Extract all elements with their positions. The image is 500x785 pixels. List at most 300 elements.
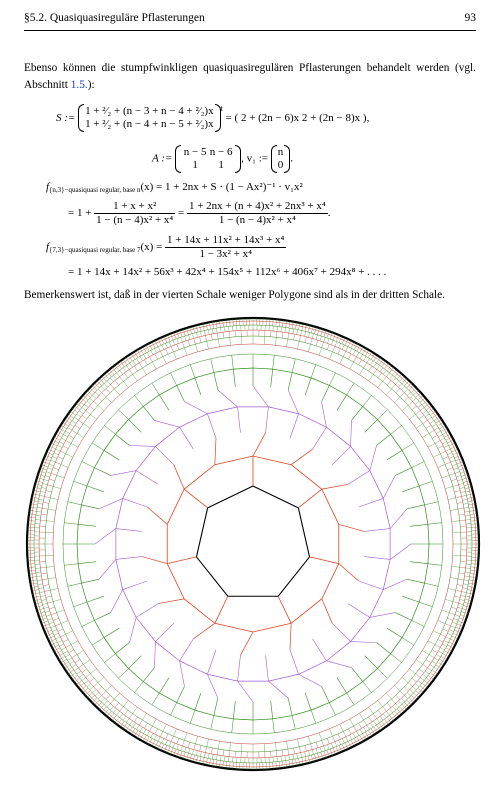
- outer-shell-spoke: [165, 339, 167, 343]
- outer-shell-spoke: [130, 363, 133, 367]
- outer-shell-spoke: [379, 723, 381, 726]
- outer-shell-spoke: [83, 424, 90, 429]
- outer-shell-spoke: [277, 757, 278, 762]
- outer-shell-spoke: [281, 327, 282, 332]
- outer-shell-spoke: [392, 713, 395, 716]
- shell3-outer-spoke: [232, 719, 234, 733]
- outer-shell-spoke: [98, 405, 104, 410]
- outer-shell-spoke: [40, 609, 44, 610]
- outer-shell-spoke: [171, 736, 173, 742]
- outer-shell-spoke: [194, 329, 195, 333]
- eq5-pre: (x) =: [140, 241, 163, 254]
- shell2-outer-spoke: [111, 471, 137, 476]
- outer-shell-spoke: [445, 486, 453, 488]
- shell3-outer-spoke: [391, 654, 402, 663]
- outer-shell-spoke: [190, 330, 191, 334]
- shell2-outer-spoke: [383, 475, 395, 498]
- outer-shell-spoke: [63, 639, 68, 642]
- outer-shell-spoke: [435, 645, 440, 648]
- intro-after: ):: [87, 79, 95, 91]
- shell3-spoke: [177, 385, 185, 401]
- outer-shell-spoke: [140, 356, 143, 360]
- shell3-outer-spoke: [363, 395, 372, 406]
- outer-shell-spoke: [299, 758, 300, 762]
- outer-shell-spoke: [465, 572, 470, 573]
- outer-shell-spoke: [59, 442, 63, 444]
- outer-shell-spoke: [345, 743, 347, 747]
- outer-shell-spoke: [411, 390, 414, 393]
- outer-shell-spoke: [34, 586, 38, 587]
- outer-shell-spoke: [359, 723, 362, 728]
- outer-shell-spoke: [392, 699, 396, 703]
- outer-shell-spoke: [187, 753, 188, 757]
- outer-shell-spoke: [378, 381, 383, 387]
- outer-shell-spoke: [469, 507, 473, 508]
- outer-shell-spoke: [130, 358, 132, 361]
- outer-shell-spoke: [117, 717, 119, 720]
- outer-shell-spoke: [382, 364, 384, 367]
- outer-shell-spoke: [101, 381, 104, 384]
- shell3-outer-spoke: [419, 481, 432, 486]
- outer-shell-spoke: [305, 331, 306, 336]
- shell1-spoke: [278, 596, 291, 623]
- shell3-outer-spoke: [82, 620, 95, 626]
- shell1-outer-spoke: [147, 507, 167, 524]
- outer-shell-spoke: [331, 340, 333, 345]
- outer-shell-spoke: [196, 332, 197, 337]
- outer-shell-spoke: [110, 378, 113, 382]
- outer-shell-spoke: [308, 328, 309, 332]
- outer-shell-spoke: [383, 377, 387, 382]
- outer-shell-spoke: [181, 337, 183, 342]
- outer-shell-spoke: [63, 427, 66, 429]
- outer-shell-spoke: [142, 351, 144, 354]
- outer-shell-spoke: [47, 459, 51, 461]
- outer-shell-spoke: [142, 368, 146, 375]
- outer-shell-spoke: [301, 753, 302, 758]
- shell2-spoke: [266, 655, 269, 681]
- shell3-spoke: [78, 524, 96, 526]
- outer-shell-spoke: [357, 731, 359, 735]
- outer-shell-spoke: [446, 449, 451, 451]
- outer-shell-spoke: [302, 327, 303, 331]
- outer-shell-spoke: [32, 514, 36, 515]
- outer-shell-spoke: [36, 494, 40, 495]
- shell3-outer-spoke: [190, 365, 195, 378]
- outer-shell-spoke: [149, 726, 152, 731]
- shell2-spoke: [313, 427, 327, 449]
- outer-shell-spoke: [144, 360, 147, 365]
- outer-shell-spoke: [419, 415, 424, 419]
- outer-shell-spoke: [188, 748, 189, 753]
- outer-shell-spoke: [438, 621, 445, 624]
- shell2-spoke: [136, 471, 158, 485]
- outer-shell-spoke: [378, 710, 382, 715]
- outer-shell-spoke: [452, 450, 456, 452]
- outer-shell-spoke: [468, 501, 472, 502]
- outer-shell-spoke: [166, 734, 168, 739]
- outer-shell-spoke: [50, 589, 58, 591]
- outer-shell-spoke: [308, 332, 309, 337]
- outer-shell-spoke: [342, 739, 344, 744]
- shell3-outer-spoke: [419, 602, 432, 607]
- outer-shell-spoke: [339, 740, 341, 745]
- outer-shell-spoke: [92, 690, 96, 693]
- outer-shell-spoke: [116, 711, 119, 715]
- shell3-spoke: [214, 372, 218, 390]
- outer-shell-spoke: [216, 755, 217, 760]
- outer-shell-spoke: [457, 624, 461, 625]
- outer-shell-spoke: [125, 723, 127, 726]
- outer-shell-spoke: [369, 717, 372, 722]
- outer-shell-spoke: [82, 407, 86, 410]
- outer-shell-spoke: [322, 740, 324, 746]
- shell3-outer-spoke: [425, 583, 439, 586]
- outer-shell-ring: [53, 344, 453, 744]
- outer-shell-spoke: [156, 741, 158, 745]
- shell2-outer-spoke: [351, 420, 352, 446]
- outer-shell-spoke: [449, 456, 454, 458]
- outer-shell-spoke: [357, 352, 359, 356]
- eq2-v2: 0: [277, 159, 284, 171]
- shell3-outer-spoke: [292, 359, 295, 373]
- outer-shell-spoke: [36, 511, 41, 512]
- outer-shell-spoke: [204, 753, 205, 758]
- outer-shell-spoke: [150, 346, 152, 350]
- outer-shell-spoke: [462, 495, 467, 496]
- outer-shell-spoke: [294, 748, 295, 754]
- outer-shell-spoke: [295, 325, 296, 329]
- outer-shell-spoke: [359, 713, 363, 720]
- outer-shell-spoke: [40, 561, 46, 562]
- eq5-f: f: [46, 241, 50, 254]
- outer-shell-spoke: [49, 479, 55, 481]
- outer-shell-spoke: [448, 453, 453, 455]
- outer-shell-spoke: [338, 734, 340, 739]
- shell3-spoke: [159, 678, 169, 693]
- shell3-outer-spoke: [135, 682, 144, 693]
- outer-shell-spoke: [38, 485, 42, 486]
- outer-shell-spoke: [448, 589, 456, 591]
- outer-shell-spoke: [414, 392, 417, 395]
- eq2-v1: n: [277, 146, 284, 158]
- outer-shell-spoke: [36, 515, 41, 516]
- outer-shell-spoke: [153, 345, 155, 349]
- outer-shell-spoke: [314, 330, 315, 334]
- outer-shell-spoke: [443, 433, 446, 435]
- outer-shell-spoke: [429, 655, 434, 658]
- outer-shell-spoke: [49, 633, 53, 635]
- outer-shell-spoke: [400, 378, 403, 381]
- outer-shell-spoke: [393, 378, 396, 382]
- outer-shell-spoke: [220, 756, 221, 761]
- shell2-spoke: [155, 623, 173, 641]
- shell1-spoke: [215, 596, 228, 623]
- outer-shell-spoke: [92, 390, 95, 393]
- outer-shell-spoke: [293, 329, 294, 334]
- outer-shell-spoke: [382, 721, 384, 724]
- outer-shell-spoke: [396, 695, 400, 699]
- shell2-outer-spoke: [111, 590, 123, 613]
- outer-shell-spoke: [401, 698, 404, 702]
- outer-shell-spoke: [58, 651, 61, 653]
- outer-shell-spoke: [455, 472, 460, 474]
- shell3-spoke: [81, 579, 99, 583]
- eq5-subscript: {7,3}−quasiquasi regular, base 7: [49, 246, 141, 255]
- outer-shell-spoke: [42, 508, 48, 509]
- outer-shell-spoke: [450, 447, 454, 449]
- outer-shell-spoke: [169, 742, 171, 747]
- outer-shell-spoke: [182, 740, 184, 746]
- outer-shell-spoke: [40, 491, 45, 492]
- outer-shell-spoke: [276, 331, 277, 337]
- outer-shell-spoke: [454, 618, 459, 620]
- outer-shell-spoke: [216, 760, 217, 764]
- outer-shell-spoke: [69, 435, 74, 438]
- outer-shell-spoke: [311, 755, 312, 759]
- outer-shell-spoke: [184, 752, 185, 756]
- shell1-outer-spoke: [322, 599, 332, 623]
- outer-shell-spoke: [41, 487, 46, 488]
- outer-shell-spoke: [46, 491, 52, 492]
- outer-shell-spoke: [42, 472, 46, 473]
- outer-shell-spoke: [162, 744, 164, 748]
- outer-shell-spoke: [178, 334, 179, 338]
- outer-shell-spoke: [294, 334, 295, 340]
- outer-shell-spoke: [339, 339, 341, 343]
- outer-shell-spoke: [77, 414, 81, 417]
- outer-shell-spoke: [114, 389, 119, 395]
- outer-shell-spoke: [387, 703, 391, 708]
- outer-shell-spoke: [73, 413, 76, 415]
- outer-shell-spoke: [47, 485, 53, 487]
- outer-shell-spoke: [87, 395, 90, 398]
- outer-shell-spoke: [39, 499, 44, 500]
- outer-shell-spoke: [54, 642, 58, 644]
- shell3-outer-spoke: [119, 668, 129, 678]
- outer-shell-spoke: [208, 330, 209, 335]
- outer-shell-spoke: [416, 674, 421, 678]
- shell2-outer-spoke: [326, 661, 351, 668]
- outer-shell-spoke: [343, 731, 346, 736]
- shell1-spoke: [310, 557, 339, 564]
- outer-shell-spoke: [447, 645, 451, 647]
- outer-shell-spoke: [169, 342, 171, 347]
- outer-shell-spoke: [289, 760, 290, 764]
- outer-shell-spoke: [40, 567, 46, 568]
- outer-shell-spoke: [111, 713, 114, 716]
- outer-shell-spoke: [452, 464, 457, 466]
- outer-shell-spoke: [404, 383, 407, 386]
- outer-shell-spoke: [122, 721, 124, 724]
- outer-shell-spoke: [434, 658, 438, 661]
- outer-shell-spoke: [54, 453, 59, 455]
- outer-shell-spoke: [397, 709, 400, 712]
- outer-shell-spoke: [90, 392, 93, 395]
- outer-shell-spoke: [38, 602, 42, 603]
- outer-shell-spoke: [46, 615, 51, 617]
- outer-shell-spoke: [458, 579, 464, 580]
- outer-shell-spoke: [69, 650, 74, 653]
- outer-shell-spoke: [104, 383, 107, 387]
- outer-shell-spoke: [69, 667, 72, 669]
- outer-shell-spoke: [432, 435, 437, 438]
- outer-shell-spoke: [35, 498, 39, 499]
- outer-shell-spoke: [432, 661, 436, 664]
- outer-shell-spoke: [321, 752, 322, 756]
- outer-shell-spoke: [458, 466, 462, 467]
- outer-shell-spoke: [92, 395, 96, 398]
- outer-shell-spoke: [386, 693, 391, 699]
- outer-shell-spoke: [338, 349, 340, 354]
- outer-shell-spoke: [212, 754, 213, 759]
- outer-shell-spoke: [410, 690, 414, 693]
- outer-shell-spoke: [342, 340, 344, 344]
- outer-shell-spoke: [399, 383, 402, 387]
- outer-shell-spoke: [48, 456, 52, 458]
- outer-shell-spoke: [41, 599, 46, 600]
- outer-shell-spoke: [454, 468, 459, 470]
- outer-shell-spoke: [203, 327, 204, 331]
- outer-shell-spoke: [178, 750, 179, 754]
- outer-shell-spoke: [40, 526, 46, 527]
- outer-shell-spoke: [438, 651, 442, 654]
- outer-shell-spoke: [450, 578, 458, 579]
- shell3-outer-spoke: [92, 638, 104, 645]
- outer-shell-spoke: [160, 731, 163, 736]
- outer-shell-spoke: [40, 520, 46, 521]
- shell1-outer-spoke: [253, 433, 266, 456]
- shell3-spoke: [233, 701, 235, 719]
- outer-shell-spoke: [434, 418, 437, 420]
- shell2-spoke: [116, 529, 142, 532]
- shell3-outer-spoke: [190, 710, 195, 723]
- outer-shell-spoke: [395, 374, 398, 377]
- outer-shell-spoke: [441, 430, 444, 432]
- outer-shell-spoke: [348, 343, 350, 347]
- shell1-outer-spoke: [339, 524, 365, 531]
- outer-shell-spoke: [39, 605, 43, 606]
- outer-shell-spoke: [136, 354, 138, 357]
- shell3-spoke: [129, 656, 142, 669]
- outer-shell-spoke: [448, 498, 456, 500]
- outer-shell-spoke: [373, 369, 376, 374]
- outer-shell-spoke: [41, 514, 47, 515]
- shell3-spoke: [87, 596, 104, 602]
- outer-shell-spoke: [46, 566, 54, 567]
- shell2-outer-spoke: [390, 509, 407, 529]
- outer-shell-spoke: [422, 433, 429, 437]
- outer-shell-spoke: [461, 491, 466, 492]
- eq4-eq: =: [178, 207, 185, 220]
- outer-shell-spoke: [281, 756, 282, 761]
- outer-shell-spoke: [436, 654, 440, 657]
- outer-shell-spoke: [55, 462, 61, 464]
- outer-shell-spoke: [89, 406, 94, 410]
- outer-shell-spoke: [38, 503, 43, 504]
- outer-shell-spoke: [426, 678, 429, 680]
- outer-shell-spoke: [316, 742, 318, 748]
- outer-shell-spoke: [465, 599, 469, 600]
- outer-shell-spoke: [147, 731, 149, 735]
- outer-shell-spoke: [122, 364, 124, 367]
- outer-shell-spoke: [299, 326, 300, 330]
- outer-shell-spoke: [115, 703, 119, 708]
- outer-shell-spoke: [83, 686, 86, 689]
- outer-shell-spoke: [200, 757, 201, 761]
- outer-shell-spoke: [110, 384, 114, 388]
- outer-shell-spoke: [119, 719, 121, 722]
- shell3-spoke: [377, 434, 391, 445]
- outer-shell-spoke: [58, 629, 63, 631]
- outer-shell-spoke: [177, 738, 179, 744]
- outer-shell-spoke: [77, 650, 84, 654]
- outer-shell-spoke: [96, 385, 99, 388]
- outer-shell-spoke: [188, 340, 190, 346]
- outer-shell-spoke: [316, 335, 317, 340]
- outer-shell-spoke: [78, 420, 83, 423]
- outer-shell-spoke: [165, 745, 167, 749]
- outer-shell-spoke: [390, 375, 393, 379]
- outer-shell-spoke: [404, 702, 407, 705]
- outer-shell-spoke: [70, 661, 74, 664]
- outer-shell-spoke: [305, 757, 306, 761]
- outer-shell-spoke: [460, 472, 464, 473]
- outer-shell-spoke: [467, 494, 471, 495]
- shell3-spoke: [214, 698, 218, 716]
- outer-shell-spoke: [95, 692, 99, 695]
- shell2-spoke: [332, 446, 350, 464]
- outer-shell-spoke: [445, 462, 451, 464]
- outer-shell-spoke: [396, 704, 399, 708]
- outer-shell-spoke: [275, 743, 276, 751]
- shell2-spoke: [332, 623, 350, 641]
- outer-shell-spoke: [446, 438, 450, 440]
- outer-shell-spoke: [467, 498, 471, 499]
- outer-shell-spoke: [401, 386, 404, 390]
- shell3-spoke: [87, 486, 104, 492]
- outer-shell-spoke: [448, 633, 453, 635]
- outer-shell-spoke: [374, 721, 377, 725]
- outer-shell-spoke: [423, 420, 428, 423]
- outer-shell-spoke: [144, 349, 146, 352]
- shell2-outer-spoke: [154, 642, 155, 668]
- outer-shell-spoke: [77, 433, 84, 437]
- eq3-rhs: (x) = 1 + 2nx + S · (1 − Ax²)⁻¹ · v₁x²: [140, 181, 303, 193]
- outer-shell-spoke: [378, 373, 382, 378]
- section-reference-link[interactable]: 1.5.: [70, 79, 88, 91]
- outer-shell-spoke: [106, 388, 110, 392]
- outer-shell-spoke: [404, 397, 408, 401]
- outer-shell-spoke: [210, 759, 211, 763]
- outer-shell-spoke: [44, 607, 49, 608]
- shell2-spoke: [155, 446, 173, 464]
- outer-shell-spoke: [340, 357, 343, 364]
- shell1-outer-spoke: [142, 557, 168, 564]
- outer-shell-spoke: [428, 675, 431, 677]
- outer-shell-spoke: [134, 717, 137, 722]
- outer-shell-spoke: [54, 633, 59, 635]
- outer-shell-spoke: [58, 435, 61, 437]
- outer-shell-spoke: [377, 719, 380, 723]
- outer-shell-spoke: [57, 610, 65, 613]
- outer-shell-spoke: [426, 660, 431, 663]
- eq1-transpose: t: [220, 104, 223, 113]
- outer-shell-spoke: [60, 634, 65, 637]
- outer-shell-spoke: [305, 745, 306, 751]
- outer-shell-spoke: [418, 681, 422, 684]
- shell1-outer-spoke: [291, 449, 312, 465]
